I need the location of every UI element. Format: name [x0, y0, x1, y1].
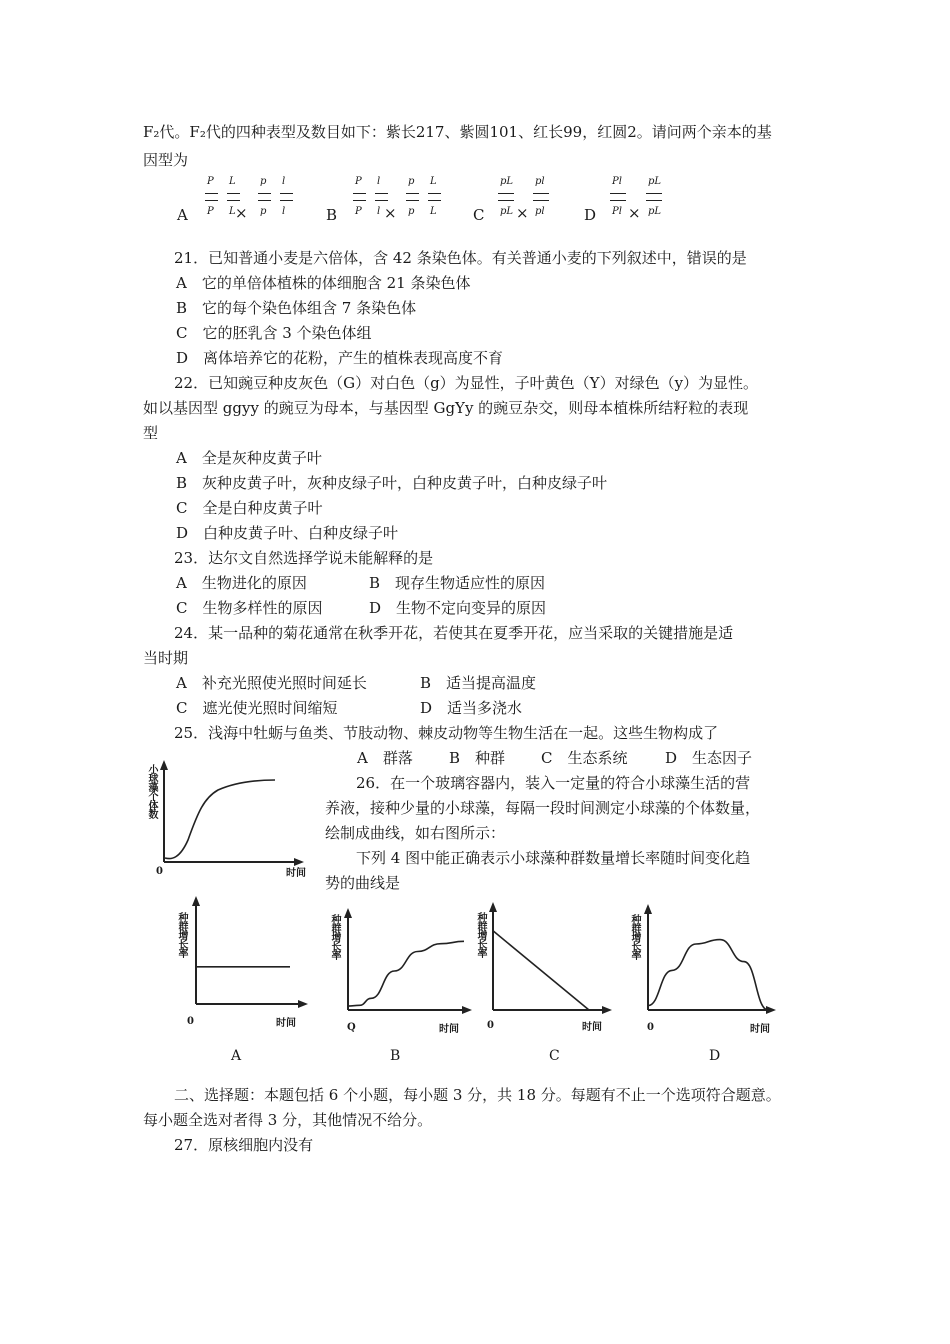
cross-symbol: × — [628, 204, 641, 222]
genotype-allele-bottom: pL — [648, 206, 662, 217]
genotype-allele-bottom: p — [408, 206, 415, 217]
graph-a-xlabel: 时间 — [276, 1018, 296, 1029]
q25-stem: 25．浅海中牡蛎与鱼类、节肢动物、棘皮动物等生物生活在一起。这些生物构成了 — [174, 724, 719, 742]
graph-d-origin: 0 — [647, 1022, 654, 1033]
q20-option-a-letter: A — [177, 206, 188, 224]
genotype-allele-bottom: l — [282, 206, 286, 217]
q23-option-a: A 生物进化的原因 — [176, 574, 307, 592]
q20-option-c-letter: C — [473, 206, 485, 224]
q25-option-c: C 生态系统 — [541, 749, 628, 767]
q22-option-c: C 全是白种皮黄子叶 — [176, 499, 323, 517]
q25-option-b: B 种群 — [449, 749, 506, 767]
q26-stem-line5: 势的曲线是 — [325, 874, 401, 892]
q24-stem-line1: 24．某一品种的菊花通常在秋季开花，若使其在夏季开花，应当采取的关键措施是适 — [174, 624, 734, 642]
graph-b-origin: Q — [347, 1022, 356, 1033]
genotype-allele-bottom: pl — [535, 206, 545, 217]
genotype-allele-bottom: L — [229, 206, 236, 217]
q24-option-c: C 遮光使光照时间缩短 — [176, 699, 338, 717]
graph-c-xlabel: 时间 — [582, 1022, 602, 1033]
genotype-allele-top: L — [430, 176, 437, 187]
graph-b-xlabel: 时间 — [439, 1024, 459, 1035]
q24-option-d: D 适当多浇水 — [420, 699, 523, 717]
genotype-allele-top: pl — [535, 176, 545, 187]
q23-option-b: B 现存生物适应性的原因 — [369, 574, 546, 592]
graph-d-xlabel: 时间 — [750, 1024, 770, 1035]
main-graph-ylabel: 小球藻个体数 — [146, 764, 157, 818]
q25-option-a: A 群落 — [357, 749, 413, 767]
q23-option-c: C 生物多样性的原因 — [176, 599, 323, 617]
main-graph-origin: 0 — [156, 866, 163, 877]
genotype-allele-top: p — [260, 176, 267, 187]
genotype-allele-top: pL — [500, 176, 514, 187]
graph-a-ylabel: 种群增长率 — [176, 912, 187, 957]
graph-c-origin: 0 — [487, 1020, 494, 1031]
graph-c-ylabel: 种群增长率 — [475, 912, 486, 957]
graph-b-caption: B — [390, 1048, 401, 1064]
q21-stem: 21．已知普通小麦是六倍体，含 42 条染色体。有关普通小麦的下列叙述中，错误的是 — [174, 249, 747, 267]
genotype-allele-top: P — [355, 176, 362, 187]
q26-stem-line4: 下列 4 图中能正确表示小球藻种群数量增长率随时间变化趋 — [356, 849, 751, 867]
genotype-allele-top: pL — [648, 176, 662, 187]
q20-stem-line2: 因型为 — [143, 151, 189, 169]
genotype-allele-top: Pl — [612, 176, 622, 187]
graph-c-caption: C — [549, 1048, 560, 1064]
genotype-allele-top: L — [229, 176, 236, 187]
q21-option-a: A 它的单倍体植株的体细胞含 21 条染色体 — [176, 274, 471, 292]
cross-symbol: × — [384, 204, 397, 222]
genotype-allele-bottom: Pl — [612, 206, 622, 217]
graph-a-caption: A — [231, 1048, 242, 1064]
q22-stem-line1: 22．已知豌豆种皮灰色（G）对白色（g）为显性，子叶黄色（Y）对绿色（y）为显性。 — [174, 374, 759, 392]
genotype-allele-top: l — [377, 176, 381, 187]
graph-a-origin: 0 — [187, 1016, 194, 1027]
q21-option-d: D 离体培养它的花粉，产生的植株表现高度不育 — [176, 349, 504, 367]
genotype-allele-bottom: p — [260, 206, 267, 217]
part2-heading-line1: 二、选择题：本题包括 6 个小题，每小题 3 分，共 18 分。每题有不止一个选项符合题意。 — [174, 1086, 781, 1104]
q20-option-d-letter: D — [584, 206, 597, 224]
genotype-allele-bottom: l — [377, 206, 381, 217]
q21-option-b: B 它的每个染色体组含 7 条染色体 — [176, 299, 417, 317]
graph-d-curve — [648, 940, 768, 1010]
graph-d-caption: D — [709, 1048, 721, 1064]
q21-option-c: C 它的胚乳含 3 个染色体组 — [176, 324, 372, 342]
part2-heading-line2: 每小题全选对者得 3 分，其他情况不给分。 — [143, 1111, 433, 1129]
q20-option-b-letter: B — [326, 206, 338, 224]
q22-option-a: A 全是灰种皮黄子叶 — [176, 449, 322, 467]
main-graph-xlabel: 时间 — [286, 868, 306, 879]
genotype-allele-bottom: pL — [500, 206, 514, 217]
q24-option-b: B 适当提高温度 — [420, 674, 537, 692]
q23-stem: 23．达尔文自然选择学说未能解释的是 — [174, 549, 434, 567]
q22-option-d: D 白种皮黄子叶、白种皮绿子叶 — [176, 524, 399, 542]
q26-stem-line3: 绘制成曲线，如右图所示： — [325, 824, 506, 842]
cross-symbol: × — [516, 204, 529, 222]
q25-option-d: D 生态因子 — [665, 749, 753, 767]
genotype-allele-top: p — [408, 176, 415, 187]
q26-stem-line1: 26．在一个玻璃容器内，装入一定量的符合小球藻生活的营 — [356, 774, 751, 792]
q23-option-d: D 生物不定向变异的原因 — [369, 599, 547, 617]
genotype-allele-bottom: P — [207, 206, 214, 217]
graph-d-y-arrow — [644, 904, 652, 914]
graph-b-ylabel: 种群增长率 — [329, 914, 340, 959]
genotype-allele-top: l — [282, 176, 286, 187]
q22-option-b: B 灰种皮黄子叶，灰种皮绿子叶，白种皮黄子叶，白种皮绿子叶 — [176, 474, 608, 492]
q24-stem-line2: 当时期 — [143, 649, 189, 667]
genotype-allele-bottom: P — [355, 206, 362, 217]
genotype-allele-bottom: L — [430, 206, 437, 217]
q27-stem: 27．原核细胞内没有 — [174, 1136, 314, 1154]
q24-option-a: A 补充光照使光照时间延长 — [176, 674, 367, 692]
q26-stem-line2: 养液，接种少量的小球藻，每隔一段时间测定小球藻的个体数量， — [325, 799, 761, 817]
graph-d-ylabel: 种群增长率 — [629, 914, 640, 959]
q22-stem-line3: 型 — [143, 424, 159, 442]
genotype-allele-top: P — [207, 176, 214, 187]
q20-stem-line1: F₂代。F₂代的四种表型及数目如下：紫长217、紫圆101、红长99，红圆2。请问两个亲本的基 — [143, 123, 772, 141]
cross-symbol: × — [235, 204, 248, 222]
q22-stem-line2: 如以基因型 ggyy 的豌豆为母本，与基因型 GgYy 的豌豆杂交，则母本植株所结籽粒的表现 — [143, 399, 749, 417]
